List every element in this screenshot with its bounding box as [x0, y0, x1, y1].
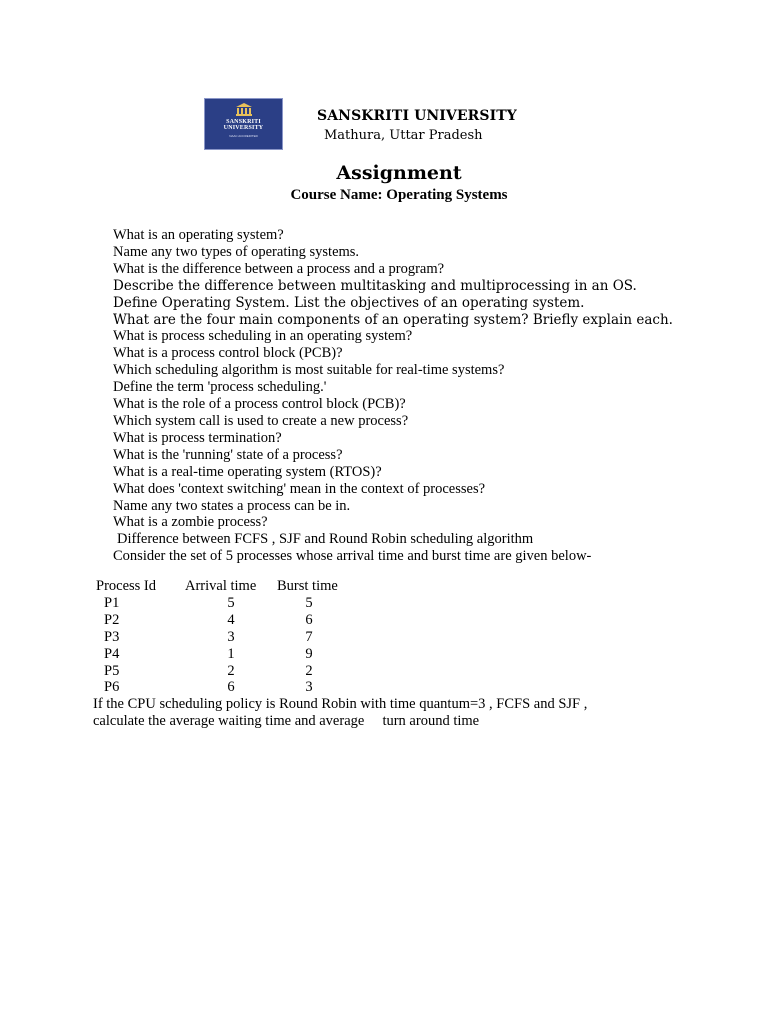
question-item: What is the 'running' state of a process?	[113, 446, 343, 463]
final-question-line-1: If the CPU scheduling policy is Round Robin with time quantum=3 , FCFS and SJF ,	[93, 696, 588, 712]
question-item: What are the four main components of an operating system? Briefly explain each.	[113, 311, 673, 328]
burst-time-cell: 2	[305, 662, 313, 679]
table-header-row	[96, 578, 341, 595]
question-item: Which system call is used to create a new process?	[113, 412, 409, 429]
process-id-cell: P2	[104, 611, 120, 628]
university-location: Mathura, Uttar Pradesh	[324, 128, 483, 143]
question-item: What is the role of a process control block (PCB)?	[113, 396, 406, 413]
process-table	[96, 578, 341, 696]
burst-time-cell: 7	[305, 628, 313, 645]
question-item: Name any two states a process can be in.	[113, 497, 351, 514]
logo-name: SANSKRITI	[226, 119, 261, 125]
arrival-time-cell: 3	[227, 628, 235, 645]
table-row	[96, 679, 341, 696]
university-building-icon	[236, 103, 252, 116]
burst-time-cell: 5	[305, 594, 313, 611]
burst-time-cell: 6	[305, 611, 313, 628]
table-row	[96, 646, 341, 663]
university-name: SANSKRITI UNIVERSITY	[317, 108, 517, 124]
table-row	[96, 629, 341, 646]
burst-time-cell: 9	[305, 645, 313, 662]
question-item: What is a real-time operating system (RTOS)?	[113, 463, 382, 480]
question-item: Describe the difference between multitasking and multiprocessing in an OS.	[113, 277, 637, 294]
question-item: Consider the set of 5 processes whose arrival time and burst time are given below-	[113, 548, 592, 565]
final-question-line-2: calculate the average waiting time and average turn around time	[93, 712, 480, 729]
logo-name-2: UNIVERSITY	[223, 125, 264, 131]
question-item: What is process scheduling in an operating system?	[113, 328, 413, 345]
university-logo	[204, 98, 283, 150]
question-item: Define Operating System. List the objectives of an operating system.	[113, 294, 585, 311]
page-title: Assignment	[336, 162, 462, 184]
process-id-cell: P3	[104, 628, 120, 645]
question-list	[113, 227, 673, 565]
course-name: Course Name: Operating Systems	[290, 187, 508, 203]
header-process-id: Process Id	[96, 578, 157, 594]
question-item: What is the difference between a process and a program?	[113, 260, 445, 277]
process-id-cell: P4	[104, 645, 120, 662]
question-item: What is a zombie process?	[113, 514, 268, 531]
header-arrival-time: Arrival time	[185, 578, 257, 594]
burst-time-cell: 3	[305, 679, 313, 696]
header-burst-time: Burst time	[277, 578, 338, 594]
question-item: What is process termination?	[113, 429, 282, 446]
table-row	[96, 612, 341, 629]
arrival-time-cell: 6	[227, 679, 235, 696]
question-item: What is an operating system?	[113, 227, 284, 243]
arrival-time-cell: 4	[227, 611, 235, 628]
arrival-time-cell: 5	[227, 594, 235, 611]
final-question	[93, 696, 587, 730]
arrival-time-cell: 2	[227, 662, 235, 679]
table-row	[96, 663, 341, 680]
process-id-cell: P6	[104, 679, 120, 696]
logo-tagline: NAAC ACCREDITED	[229, 134, 258, 138]
arrival-time-cell: 1	[227, 645, 235, 662]
question-item: Which scheduling algorithm is most suitable for real-time systems?	[113, 362, 505, 379]
table-row	[96, 595, 341, 612]
question-item: What is a process control block (PCB)?	[113, 345, 343, 362]
question-item: Difference between FCFS , SJF and Round Robin scheduling algorithm	[117, 531, 534, 548]
question-item: Name any two types of operating systems.	[113, 243, 360, 260]
process-id-cell: P1	[104, 594, 120, 611]
question-item: What does 'context switching' mean in the context of processes?	[113, 480, 486, 497]
process-id-cell: P5	[104, 662, 120, 679]
question-item: Define the term 'process scheduling.'	[113, 379, 327, 396]
